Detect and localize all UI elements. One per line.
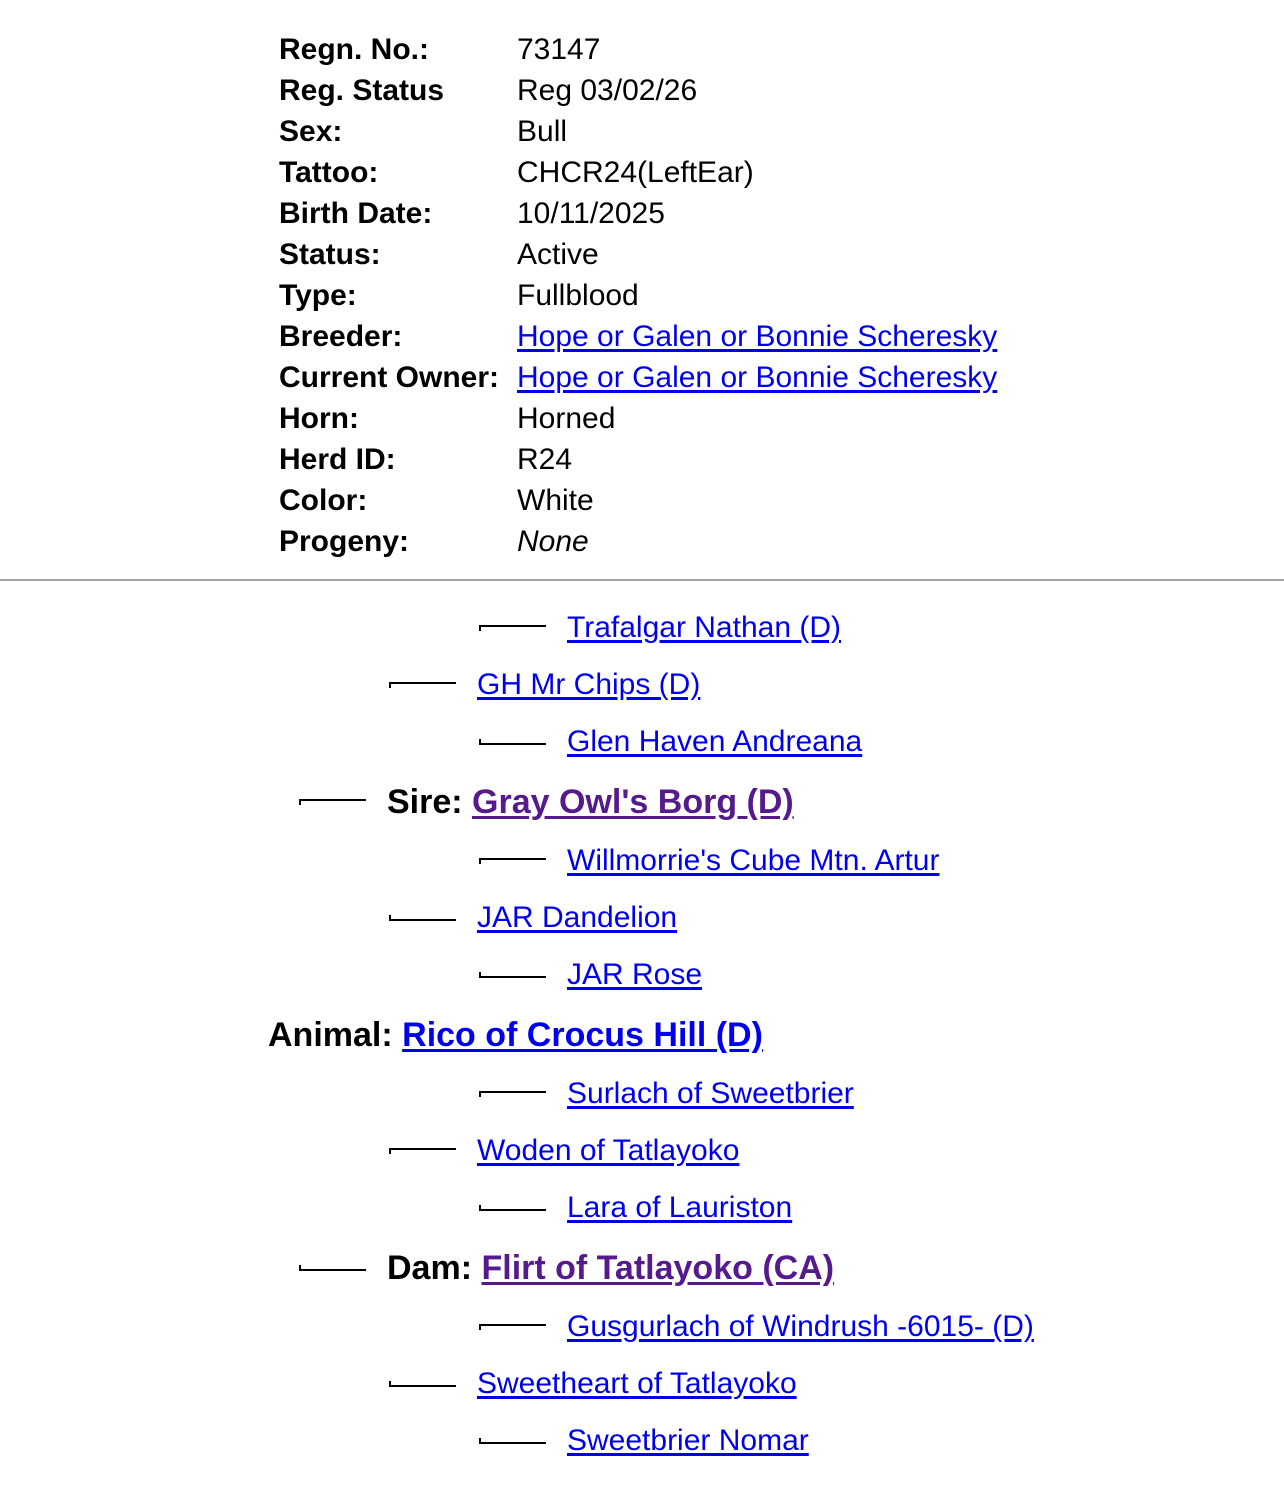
pedigree-entry — [477, 1131, 739, 1171]
animal-entry — [268, 1012, 763, 1058]
pedigree-entry — [567, 1307, 1034, 1347]
details-row-current-owner — [279, 357, 997, 398]
tree-connector — [389, 1381, 456, 1387]
sire-prefix: Sire: — [387, 783, 463, 821]
details-row-type — [279, 275, 997, 316]
details-value: Horned — [517, 402, 616, 435]
details-row-status — [279, 234, 997, 275]
pedigree-entry — [567, 608, 841, 648]
tree-connector — [479, 1324, 546, 1330]
pedigree-entry — [477, 665, 700, 705]
details-label: Color: — [279, 484, 368, 517]
details-value: Fullblood — [517, 279, 639, 312]
animal-prefix: Animal: — [268, 1016, 393, 1054]
dam-dam-dam-link[interactable]: Sweetbrier Nomar — [567, 1424, 809, 1457]
details-label: Breeder: — [279, 320, 403, 353]
details-label: Reg. Status — [279, 74, 445, 107]
details-label: Birth Date: — [279, 197, 433, 230]
sire-link[interactable]: Gray Owl's Borg (D) — [472, 783, 794, 821]
details-row-horn — [279, 398, 997, 439]
details-label: Regn. No.: — [279, 33, 429, 66]
details-row-sex — [279, 111, 997, 152]
tree-connector — [389, 1148, 456, 1154]
dam-entry — [387, 1245, 834, 1291]
tree-connector — [479, 1091, 546, 1097]
details-label: Horn: — [279, 402, 359, 435]
details-value: 73147 — [517, 33, 601, 66]
details-label: Sex: — [279, 115, 343, 148]
pedigree-entry — [567, 722, 862, 762]
dam-dam-link[interactable]: Sweetheart of Tatlayoko — [477, 1367, 797, 1400]
tree-connector — [479, 972, 546, 978]
tree-connector — [389, 915, 456, 921]
pedigree-entry — [567, 1188, 792, 1228]
details-label: Current Owner: — [279, 361, 500, 394]
details-value: Reg 03/02/26 — [517, 74, 698, 107]
sire-entry — [387, 779, 794, 825]
details-value: Active — [517, 238, 599, 271]
tree-connector — [479, 1438, 546, 1444]
details-value: White — [517, 484, 594, 517]
pedigree-entry — [477, 1364, 797, 1404]
dam-sire-dam-link[interactable]: Lara of Lauriston — [567, 1191, 793, 1224]
details-label: Herd ID: — [279, 443, 396, 476]
sire-sire-link[interactable]: GH Mr Chips (D) — [477, 668, 701, 701]
tree-connector — [479, 1205, 546, 1211]
details-row-birth-date — [279, 193, 997, 234]
sire-dam-link[interactable]: JAR Dandelion — [477, 901, 678, 934]
details-label: Tattoo: — [279, 156, 379, 189]
details-value: CHCR24(LeftEar) — [517, 156, 754, 189]
details-value: 10/11/2025 — [517, 197, 665, 230]
details-value: None — [517, 525, 589, 558]
dam-sire-link[interactable]: Woden of Tatlayoko — [477, 1134, 740, 1167]
details-value: R24 — [517, 443, 573, 476]
dam-link[interactable]: Flirt of Tatlayoko (CA) — [481, 1249, 835, 1287]
tree-connector — [299, 1265, 366, 1271]
pedigree-entry — [567, 955, 702, 995]
animal-details-table — [279, 29, 997, 562]
sire-sire-dam-link[interactable]: Glen Haven Andreana — [567, 725, 863, 758]
section-divider — [0, 579, 1284, 581]
current-owner-link[interactable]: Hope or Galen or Bonnie Scheresky — [517, 361, 998, 394]
animal-link[interactable]: Rico of Crocus Hill (D) — [402, 1016, 763, 1054]
dam-dam-sire-link[interactable]: Gusgurlach of Windrush -6015- (D) — [567, 1310, 1034, 1343]
tree-connector — [479, 625, 546, 631]
details-row-herd-id — [279, 439, 997, 480]
details-label: Type: — [279, 279, 357, 312]
sire-dam-sire-link[interactable]: Willmorrie's Cube Mtn. Artur — [567, 844, 940, 877]
details-row-breeder — [279, 316, 997, 357]
dam-sire-sire-link[interactable]: Surlach of Sweetbrier — [567, 1077, 854, 1110]
details-row-reg-status — [279, 70, 997, 111]
pedigree-entry — [567, 1074, 854, 1114]
details-value: Bull — [517, 115, 568, 148]
pedigree-entry — [567, 841, 939, 881]
sire-dam-dam-link[interactable]: JAR Rose — [567, 958, 703, 991]
tree-connector — [479, 739, 546, 745]
details-label: Progeny: — [279, 525, 410, 558]
tree-connector — [479, 858, 546, 864]
tree-connector — [389, 682, 456, 688]
details-row-tattoo — [279, 152, 997, 193]
sire-sire-sire-link[interactable]: Trafalgar Nathan (D) — [567, 611, 841, 644]
details-row-regn-no — [279, 29, 997, 70]
pedigree-entry — [567, 1421, 809, 1461]
dam-prefix: Dam: — [387, 1249, 473, 1287]
details-label: Status: — [279, 238, 381, 271]
breeder-link[interactable]: Hope or Galen or Bonnie Scheresky — [517, 320, 998, 353]
details-row-color — [279, 480, 997, 521]
details-row-progeny — [279, 521, 997, 562]
pedigree-entry — [477, 898, 677, 938]
tree-connector — [299, 799, 366, 805]
